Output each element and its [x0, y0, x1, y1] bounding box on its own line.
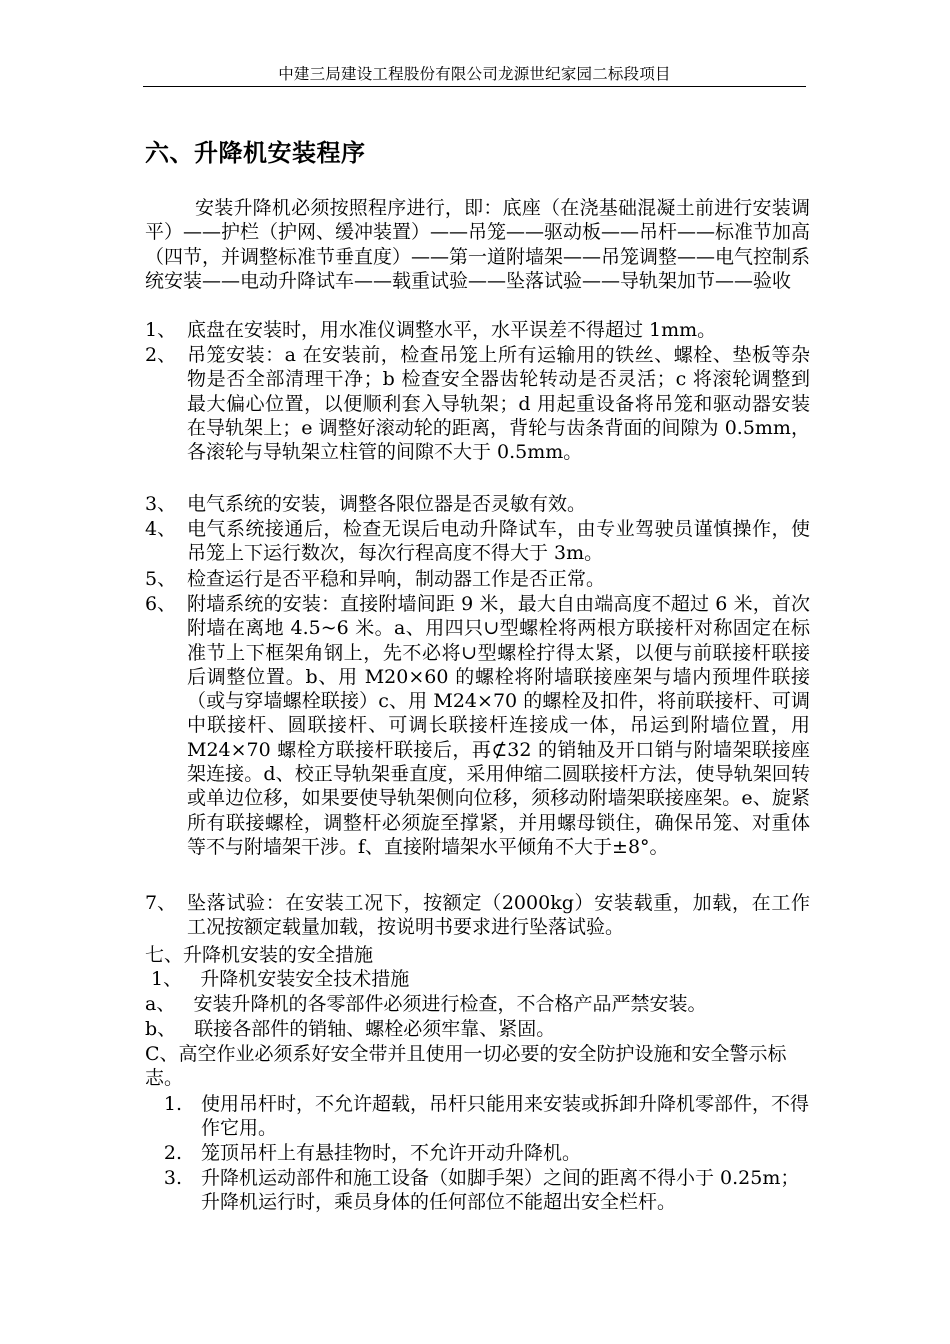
step-number: 7、	[145, 892, 177, 914]
step-item	[145, 343, 810, 464]
safety-text: 升降机运动部件和施工设备（如脚手架）之间的距离不得小于 0.25m；升降机运行时，乘员身体的任何部位不能超出安全栏杆。	[201, 1167, 800, 1214]
step-text: 底盘在安装时，用水准仪调整水平，水平误差不得超过 1mm。	[187, 319, 717, 341]
safety-number: 2.	[163, 1142, 183, 1164]
step-item	[145, 891, 810, 940]
step-item	[145, 492, 810, 516]
step-number: 3、	[145, 493, 177, 515]
section7-title: 七、升降机安装的安全措施	[145, 944, 374, 966]
section-title: 六、升降机安装程序	[145, 139, 366, 167]
step-text: 吊笼安装：a 在安装前，检查吊笼上所有运输用的铁丝、螺栓、垫板等杂物是否全部清理干净；b 检查安全器齿轮转动是否灵活；c 将滚轮调整到最大偏心位置，以便顺利套入导轨架；d 用起重设备将吊笼和驱动器安装在导轨架上；e 调整好滚动轮的距离，背轮与齿条背面的间隙为 0.5mm，各滚轮与导轨架立柱管的间隙不大于 0.5mm。	[187, 344, 810, 464]
step-item	[145, 318, 810, 342]
step-text: 电气系统的安装，调整各限位器是否灵敏有效。	[187, 493, 587, 515]
header-divider	[143, 86, 806, 87]
step-item	[145, 567, 810, 591]
step-number: 6、	[145, 593, 177, 615]
measure-a: a、 安装升降机的各零部件必须进行检查，不合格产品严禁安装。	[145, 993, 707, 1015]
step-number: 5、	[145, 568, 177, 590]
step-item	[145, 592, 810, 859]
safety-item	[145, 1092, 810, 1141]
safety-number: 1.	[163, 1093, 183, 1115]
step-number: 4、	[145, 518, 177, 540]
measure-c: C、高空作业必须系好安全带并且使用一切必要的安全防护设施和安全警示标志。	[145, 1043, 787, 1090]
safety-item	[145, 1141, 810, 1165]
step-number: 2、	[145, 344, 177, 366]
step-text: 检查运行是否平稳和异响，制动器工作是否正常。	[187, 568, 606, 590]
step-text: 附墙系统的安装：直接附墙间距 9 米，最大自由端高度不超过 6 米，首次附墙在离地 4.5~6 米。a、用四只∪型螺栓将两根方联接杆对称固定在标准节上下框架角钢上，先不必将∪型螺栓拧得太紧，以便与前联接杆联接后调整位置。b、用 M20×60 的螺栓将附墙联接座架与墙内预埋件联接（或与穿墙螺栓联接）c、用 M24×70 的螺栓及扣件，将前联接杆、可调中联接杆、圆联接杆、可调长联接杆连接成一体，吊运到附墙位置，用 M24×70 螺栓方联接杆联接后，再⊄32 的销轴及开口销与附墙架联接座架连接。d、校正导轨架垂直度，采用伸缩二圆联接杆方法，使导轨架回转或单边位移，如果要使导轨架侧向位移，须移动附墙架联接座架。e、旋紧所有联接螺栓，调整杆必须旋至撑紧，并用螺母锁住，确保吊笼、对重体等不与附墙架干涉。f、直接附墙架水平倾角不大于±8°。	[187, 593, 810, 858]
safety-text: 使用吊杆时，不允许超载，吊杆只能用来安装或拆卸升降机零部件，不得作它用。	[201, 1093, 810, 1140]
step-number: 1、	[145, 319, 177, 341]
section7-sub-heading: 1、 升降机安装安全技术措施	[145, 968, 410, 990]
safety-text: 笼顶吊杆上有悬挂物时，不允许开动升降机。	[201, 1142, 582, 1164]
step-item	[145, 517, 810, 566]
page-header: 中建三局建设工程股份有限公司龙源世纪家园二标段项目	[278, 65, 671, 83]
measure-b: b、 联接各部件的销轴、螺栓必须牢靠、紧固。	[145, 1018, 556, 1040]
step-text: 坠落试验：在安装工况下，按额定（2000kg）安装载重，加载，在工作工况按额定载量加载，按说明书要求进行坠落试验。	[187, 892, 810, 939]
intro-paragraph: 安装升降机必须按照程序进行，即：底座（在浇基础混凝土前进行安装调平）——护栏（护网、缓冲装置）——吊笼——驱动板——吊杆——标准节加高（四节，并调整标准节垂直度）——第一道附墙架——吊笼调整——电气控制系统安装——电动升降试车——载重试验——坠落试验——导轨架加节——验收	[145, 197, 811, 292]
safety-number: 3.	[163, 1167, 183, 1189]
step-text: 电气系统接通后，检查无误后电动升降试车，由专业驾驶员谨慎操作，使吊笼上下运行数次，每次行程高度不得大于 3m。	[187, 518, 810, 565]
safety-item	[145, 1166, 810, 1215]
